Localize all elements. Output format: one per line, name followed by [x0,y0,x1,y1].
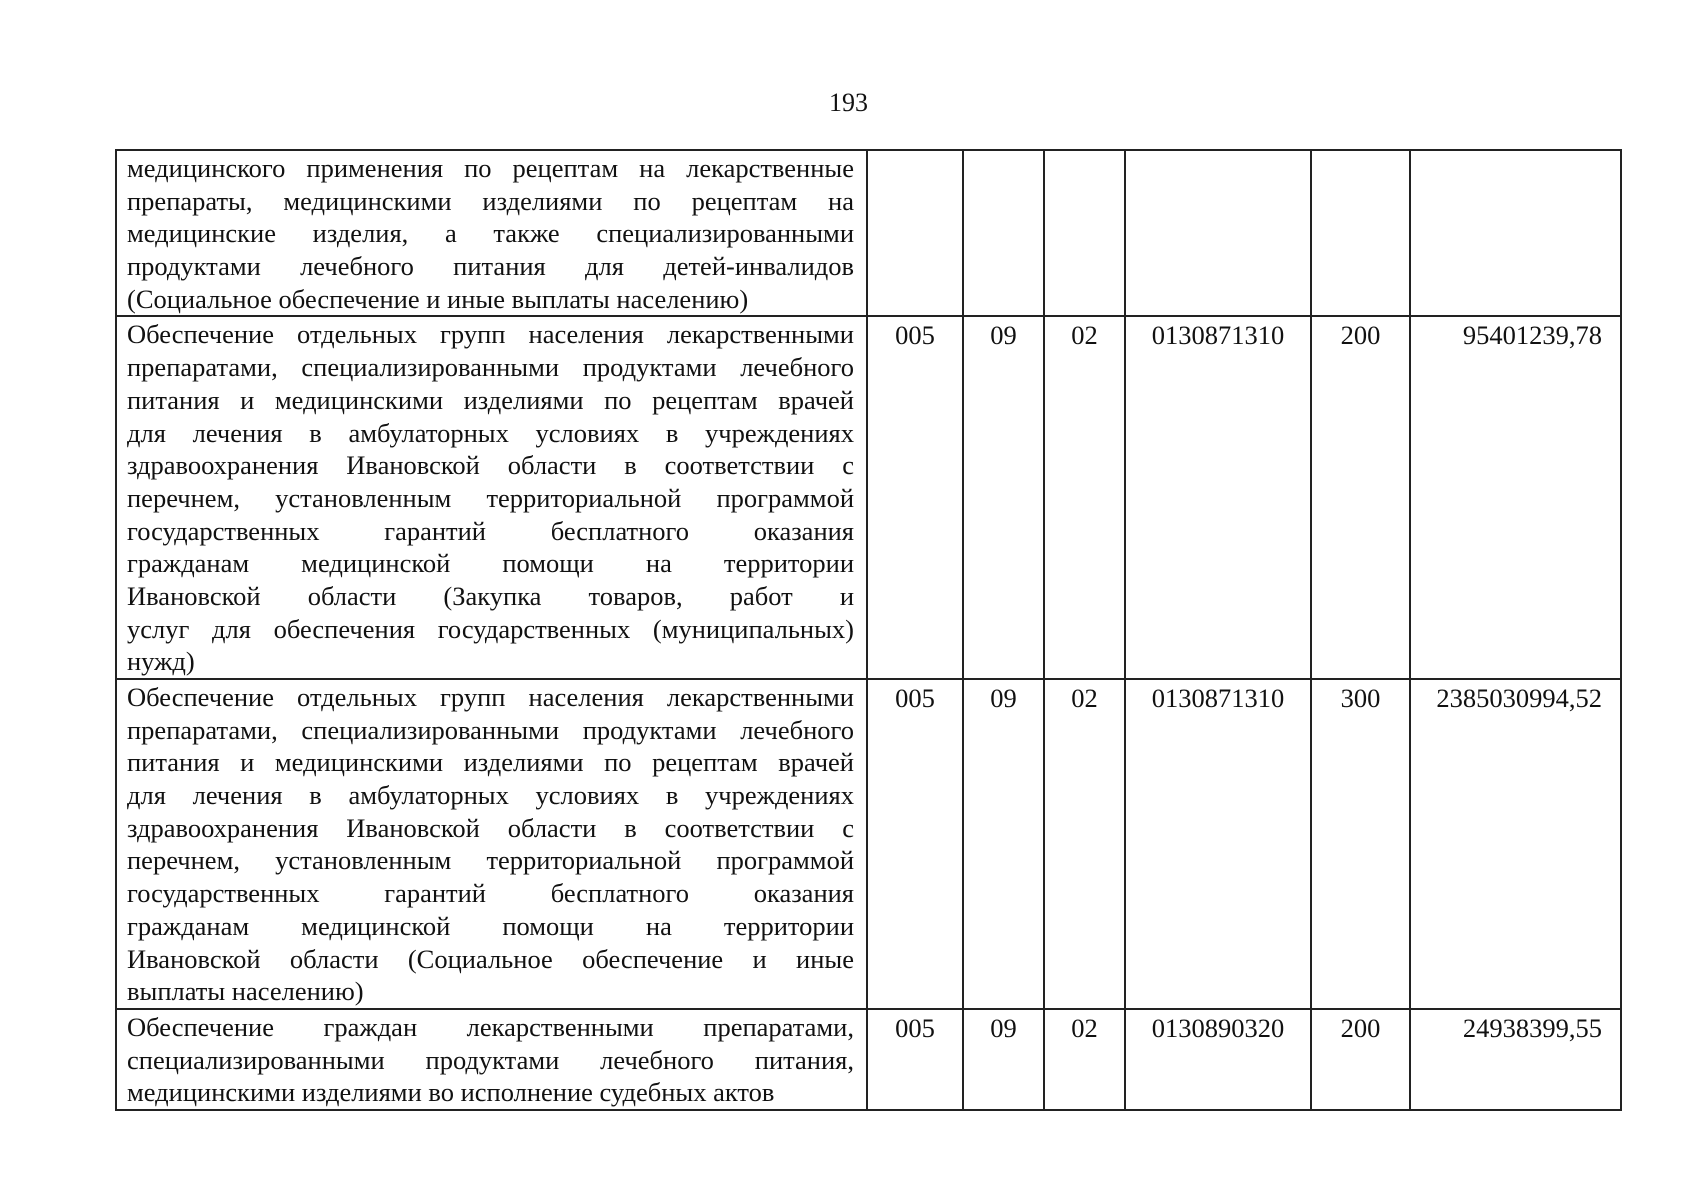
ministry-code-cell: 005 [867,316,963,679]
section-code-cell: 09 [963,316,1044,679]
budget-table [115,149,1622,1111]
expense-type-cell [1311,150,1410,316]
description-line: медицинского применения по рецептам на лекарственные [127,153,854,183]
section-code-cell [963,150,1044,316]
description-line: специализированными продуктами лечебного питания, [127,1044,854,1075]
table-row [116,150,1621,316]
description-line: перечнем, установленным территориальной программой [127,482,854,513]
description-line: здравоохранения Ивановской области в соответствии с [127,450,854,481]
description-cell [116,679,867,1009]
description-line: медицинские изделия, а также специализированными [127,218,854,249]
subsection-code-cell [1044,150,1125,316]
ministry-code-cell: 005 [867,679,963,1009]
description-cell [116,316,867,679]
table-row [116,316,1621,679]
ministry-code-cell: 005 [867,1009,963,1110]
description-line: питания и медицинскими изделиями по рецептам врачей [127,747,854,778]
description-line: гражданам медицинской помощи на территории [127,910,854,941]
description-line: здравоохранения Ивановской области в соответствии с [127,812,854,843]
section-code-cell: 09 [963,1009,1044,1110]
description-line: медицинскими изделиями во исполнение судебных актов [127,1077,775,1108]
description-line: Обеспечение граждан лекарственными препаратами, [127,1011,854,1042]
amount-cell: 95401239,78 [1410,316,1621,679]
description-line: государственных гарантий бесплатного оказания [127,515,854,546]
description-line: Обеспечение отдельных групп населения лекарственными [127,319,854,350]
description-line: (Социальное обеспечение и иные выплаты населению) [127,283,749,314]
description-line: государственных гарантий бесплатного оказания [127,878,854,909]
section-code-cell: 09 [963,679,1044,1009]
description-line: для лечения в амбулаторных условиях в учреждениях [127,417,854,448]
description-line: нужд) [127,646,195,677]
ministry-code-cell [867,150,963,316]
amount-cell: 2385030994,52 [1410,679,1621,1009]
expense-type-cell: 200 [1311,316,1410,679]
description-line: Обеспечение отдельных групп населения лекарственными [127,682,854,712]
description-line: гражданам медицинской помощи на территории [127,548,854,579]
subsection-code-cell: 02 [1044,1009,1125,1110]
budget-table-body [116,150,1621,1110]
description-cell [116,1009,867,1110]
page-number: 193 [829,88,868,117]
description-line: препаратами, специализированными продуктами лечебного [127,714,854,745]
description-line: выплаты населению) [127,976,364,1007]
subsection-code-cell: 02 [1044,679,1125,1009]
expense-type-cell: 200 [1311,1009,1410,1110]
description-line: Ивановской области (Социальное обеспечение и иные [127,943,854,974]
table-row [116,1009,1621,1110]
target-article-cell: 0130890320 [1125,1009,1311,1110]
target-article-cell: 0130871310 [1125,679,1311,1009]
description-line: препаратами, специализированными продуктами лечебного [127,352,854,383]
amount-cell [1410,150,1621,316]
description-line: для лечения в амбулаторных условиях в учреждениях [127,780,854,811]
description-line: услуг для обеспечения государственных (муниципальных) [127,613,854,644]
description-line: Ивановской области (Закупка товаров, работ и [127,580,854,611]
description-line: препараты, медицинскими изделиями по рецептам на [127,185,854,216]
expense-type-cell: 300 [1311,679,1410,1009]
target-article-cell [1125,150,1311,316]
amount-cell: 24938399,55 [1410,1009,1621,1110]
description-line: продуктами лечебного питания для детей-инвалидов [127,251,854,282]
description-line: питания и медицинскими изделиями по рецептам врачей [127,384,854,415]
subsection-code-cell: 02 [1044,316,1125,679]
description-line: перечнем, установленным территориальной программой [127,845,854,876]
description-cell [116,150,867,316]
table-row [116,679,1621,1009]
target-article-cell: 0130871310 [1125,316,1311,679]
